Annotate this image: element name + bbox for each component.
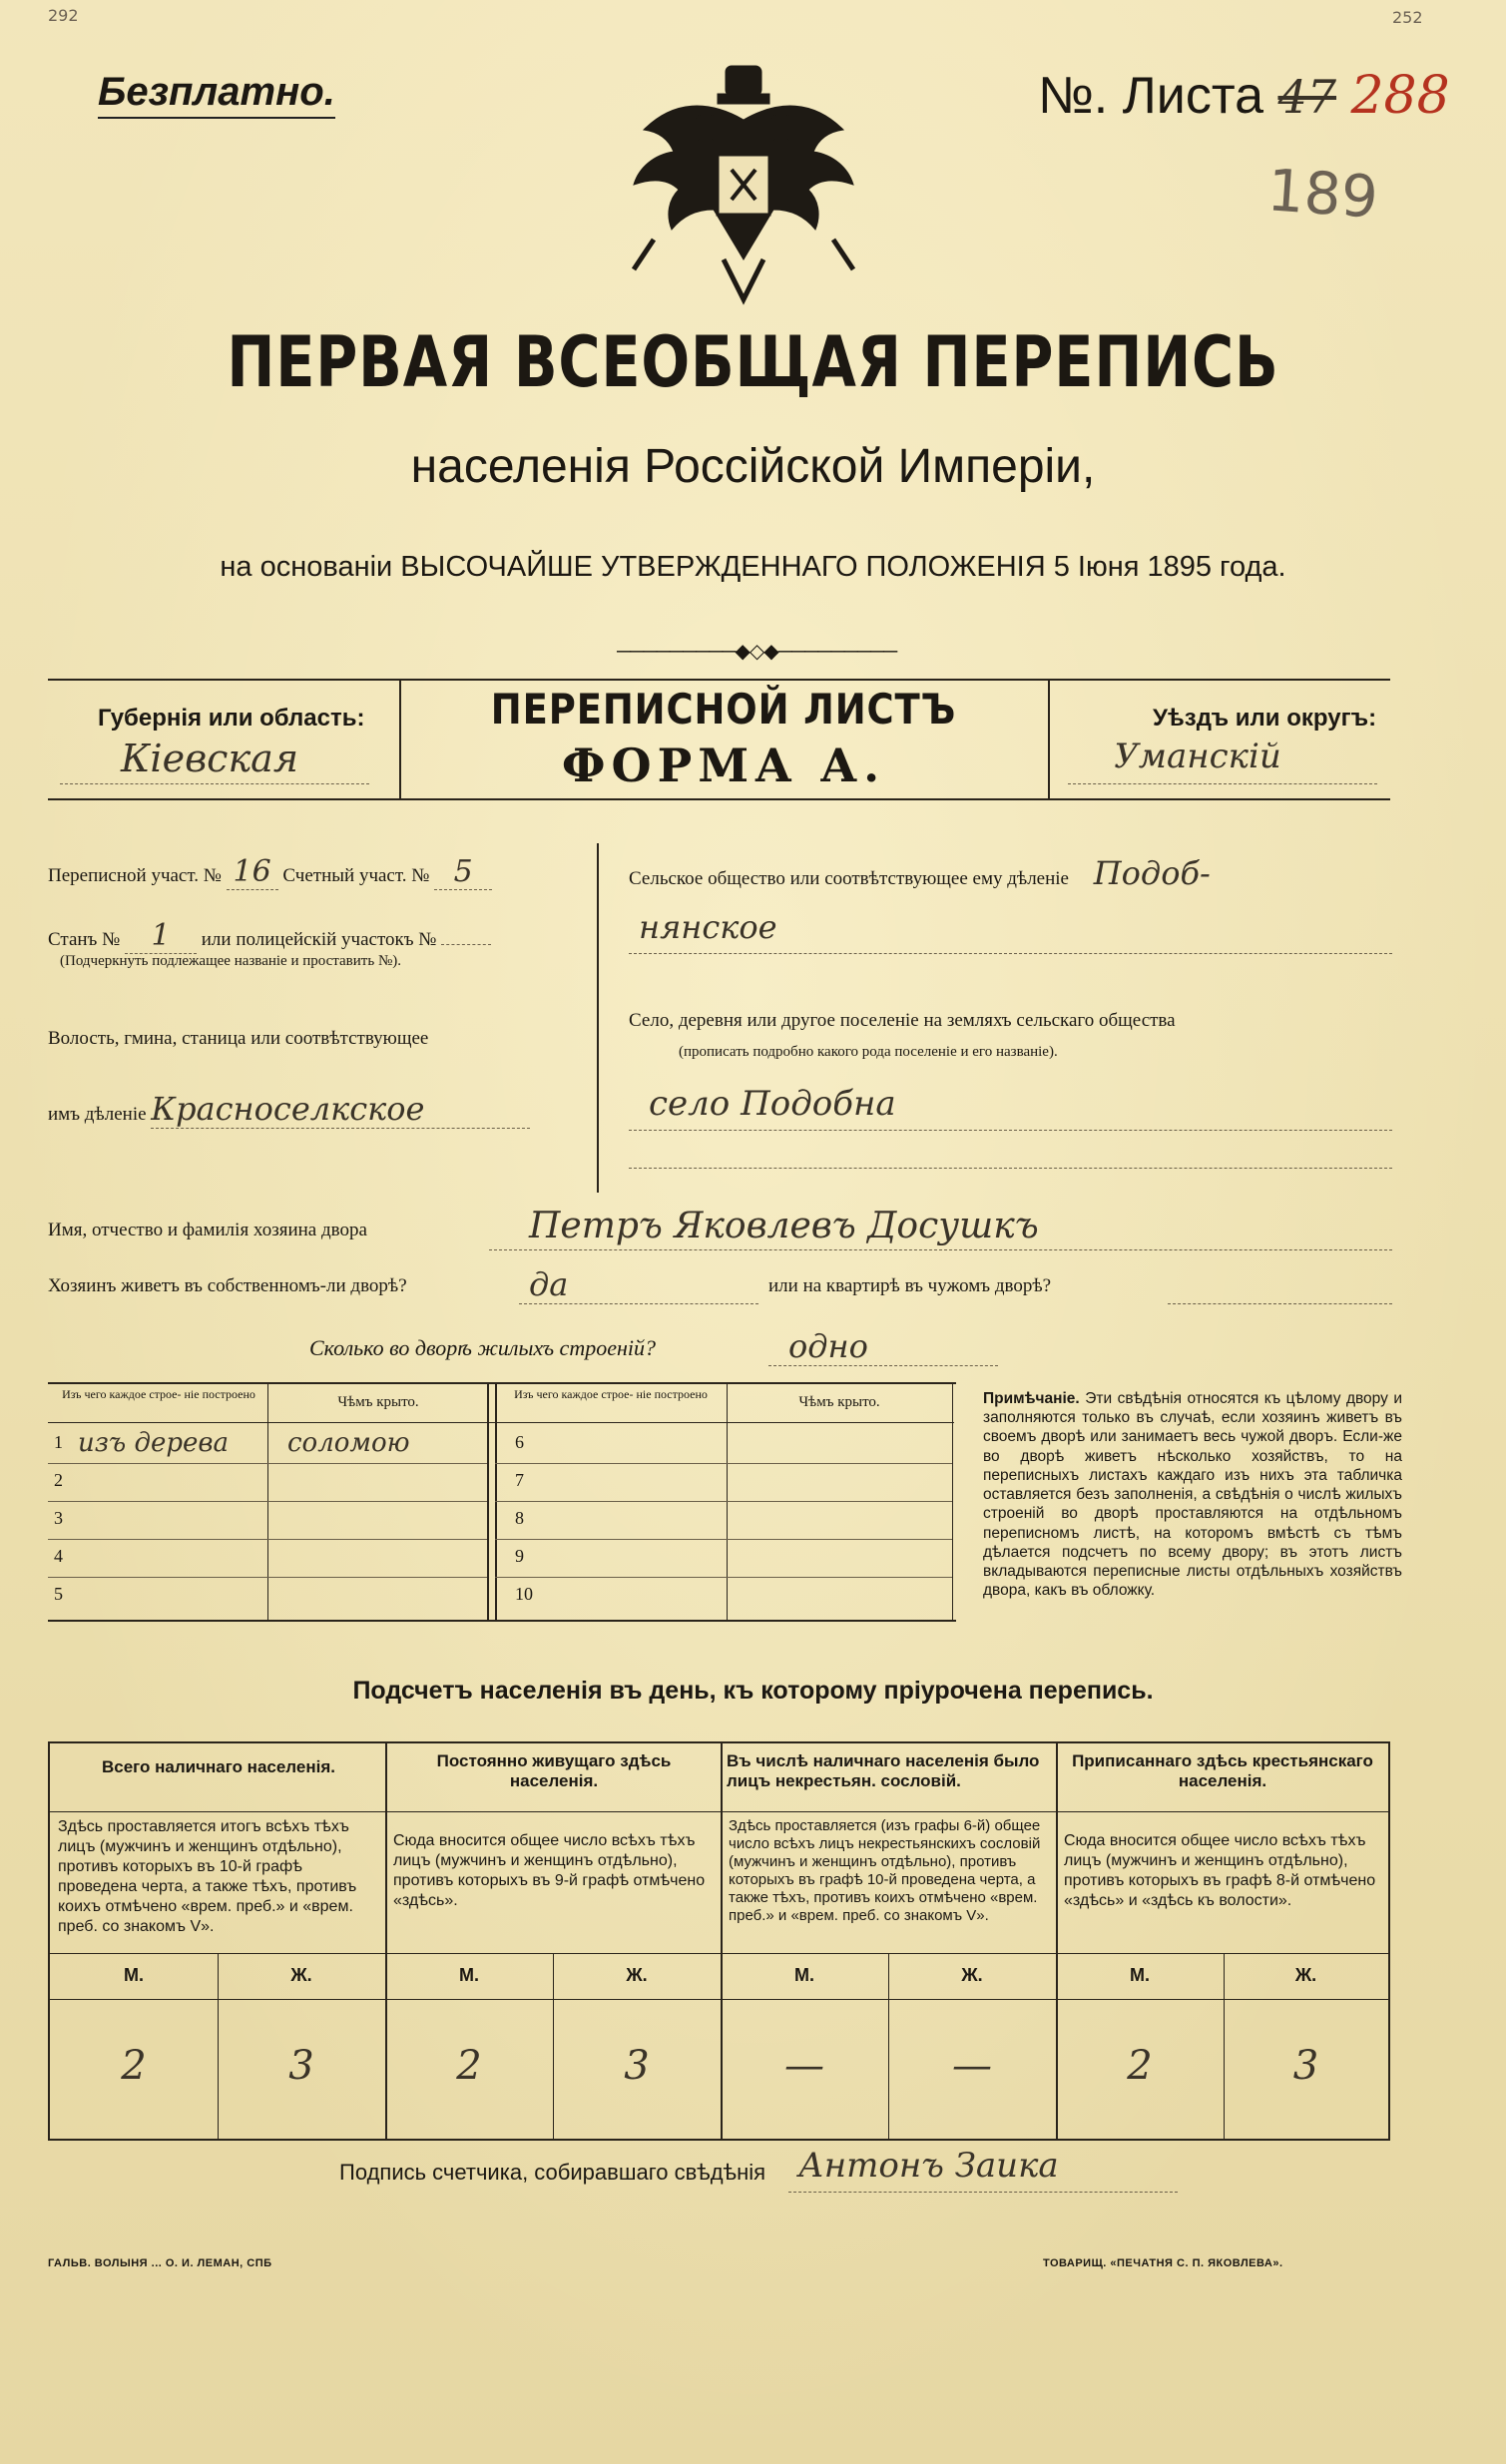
note-block: Примѣчаніе. Эти свѣдѣнія относятся къ цѣлому двору и заполняются только въ случаѣ, если хозяинъ живетъ въ своемъ дворѣ или занимаетъ весь чужой дворъ. Если-же во дворѣ живетъ нѣсколько хозяйствъ, то на переписныхъ листахъ каждаго изъ нихъ эта табличка оставляется безъ заполненія, а свѣдѣнія о числѣ жилыхъ строеній во дворѣ проставляются на отдѣльномъ переписномъ листѣ, на которомъ вмѣстѣ съ тѣмъ дѣлается подсчетъ по всему двору; въ этотъ листъ вкладываются переписные листы отдѣльныхъ хозяйствъ двора, какъ въ обложку.	[983, 1390, 1402, 1600]
district-line	[1068, 783, 1377, 784]
village-label: Село, деревня или другое поселеніе на земляхъ сельскаго общества	[629, 1010, 1176, 1031]
bt-header-rule	[48, 1422, 954, 1423]
census-area-value: 16	[227, 854, 278, 890]
bt-right-rows	[495, 1426, 952, 1616]
table-row: 4	[48, 1540, 487, 1578]
census-area-row: Переписной участ. № 16 Счетный участ. № 5	[48, 854, 492, 890]
tally-col-1-desc: Здѣсь проставляется итогъ всѣхъ тѣхъ лицъ (мужчинъ и женщинъ отдѣльно), противъ которыхъ въ 10-й графѣ проведена черта, а также тѣхъ, противъ коихъ отмѣчено «врем. преб.» и «врем. преб. со знакомъ V».	[58, 1818, 357, 1935]
basis-line: на основаніи ВЫСОЧАЙШЕ УТВЕРЖДЕННАГО ПОЛОЖЕНІЯ 5 Іюня 1895 года.	[220, 551, 1286, 583]
tally-col-3-desc: Здѣсь проставляется (изъ графы 6-й) общее число всѣхъ лицъ некрестьянскихъ сословій (мужчинъ и женщинъ отдѣльно), противъ которыхъ въ графѣ 10-й проведена черта, а также тѣхъ, противъ коихъ отмѣчено «врем. преб.» и «врем. преб. со знакомъ V».	[729, 1817, 1041, 1924]
bt-right-edge	[952, 1384, 953, 1620]
tally-col-2-m: М.	[459, 1965, 479, 1985]
sheet-number-red: 288	[1350, 66, 1450, 126]
sheet-number-crossed: 47	[1277, 70, 1337, 124]
governorate-line	[60, 783, 369, 784]
volost-label-1: Волость, гмина, станица или соотвѣтствующее	[48, 1028, 429, 1049]
bt-col-material-right: Изъ чего каждое строе- ніе построено	[514, 1387, 708, 1401]
table-row: 6	[495, 1426, 952, 1464]
ornament-divider: ─────────◆◇◆─────────	[617, 641, 897, 663]
buildings-value: одно	[788, 1327, 868, 1365]
tally-col-3-m: М.	[794, 1965, 814, 1985]
volost-row: имъ дѣленіе Красноселкское	[48, 1090, 530, 1129]
bt-col-material-left: Изъ чего каждое строе- ніе построено	[62, 1387, 255, 1401]
own-yard-label: Хозяинъ живетъ въ собственномъ-ли дворѣ?	[48, 1275, 407, 1296]
bt-col-roof-right: Чѣмъ крыто.	[798, 1394, 880, 1410]
police-value	[441, 944, 491, 945]
village-note: (прописать подробно какого рода поселеніе и его названіе).	[679, 1044, 1058, 1060]
bt-col-roof-left: Чѣмъ крыто.	[337, 1394, 419, 1410]
buildings-table	[48, 1382, 956, 1622]
tally-col-1-f-value: 3	[288, 2043, 314, 2089]
tally-col-4-f-value: 3	[1292, 2043, 1319, 2089]
sheet-number-pencil: 189	[1264, 156, 1380, 232]
tally-col-1-m-value: 2	[121, 2043, 147, 2089]
form-title: ПЕРЕПИСНОЙ ЛИСТЪ	[490, 685, 957, 734]
tt-header-rule	[50, 1811, 1388, 1812]
tally-table	[48, 1741, 1390, 2141]
table-row: 7	[495, 1464, 952, 1502]
tally-col-4-m: М.	[1130, 1965, 1150, 1985]
tally-col-4-f: Ж.	[1294, 1965, 1317, 1985]
district-label: Уѣздъ или округъ:	[1153, 705, 1377, 732]
tally-col-2-header: Постоянно живущаго здѣсь населенія.	[436, 1751, 672, 1791]
band-bottom-rule	[48, 798, 1390, 800]
subtitle: населенія Россійской Имперіи,	[410, 440, 1096, 493]
tally-col-4-header: Приписаннаго здѣсь крестьянскаго населенія.	[1072, 1751, 1373, 1791]
table-row: 2	[48, 1464, 487, 1502]
tally-title: Подсчетъ населенія въ день, къ которому пріурочена перепись.	[352, 1677, 1154, 1705]
tally-col-2-f: Ж.	[626, 1965, 648, 1985]
volost-value: Красноселкское	[151, 1090, 530, 1129]
tt-mf-rule	[50, 1999, 1388, 2000]
society-line	[629, 953, 1392, 954]
buildings-line	[768, 1365, 998, 1366]
tally-col-1-f: Ж.	[290, 1965, 312, 1985]
double-headed-eagle-emblem	[614, 60, 873, 309]
rented-label: или на квартирѣ въ чужомъ дворѣ?	[768, 1275, 1052, 1296]
society-value-2: нянское	[639, 908, 777, 946]
bt-mid	[487, 1384, 489, 1620]
tally-col-1-m: М.	[124, 1965, 144, 1985]
pencil-mark-right: 252	[1392, 8, 1423, 27]
society-value-1: Подоб-	[1093, 854, 1211, 892]
tally-col-3-m-value: —	[784, 2043, 824, 2089]
pencil-mark-left: 292	[48, 6, 79, 25]
tally-col-2-f-value: 3	[624, 2043, 650, 2089]
owner-name-line	[489, 1249, 1392, 1250]
village-line	[629, 1130, 1392, 1131]
sheet-number: №. Листа 47 288	[1038, 66, 1450, 126]
free-underline	[98, 117, 335, 119]
printer-right: ТОВАРИЩ. «ПЕЧАТНЯ С. П. ЯКОВЛЕВА».	[1043, 2257, 1283, 2269]
stan-note: (Подчеркнуть подлежащее названіе и проставить №).	[60, 953, 401, 969]
band-divider-right	[1048, 679, 1050, 800]
rented-line	[1168, 1303, 1392, 1304]
own-yard-line	[519, 1303, 758, 1304]
tally-col-4-desc: Сюда вносится общее число всѣхъ тѣхъ лицъ (мужчинъ и женщинъ отдѣльно), противъ которыхъ въ графѣ 8-й отмѣчено «здѣсь» и «здѣсь къ волости».	[1064, 1832, 1376, 1909]
table-row: 9	[495, 1540, 952, 1578]
stan-value: 1	[125, 918, 197, 954]
district-value: Уманскій	[1114, 737, 1281, 776]
stan-row: Станъ № 1 или полицейскій участокъ №	[48, 918, 491, 954]
tally-col-3-f: Ж.	[961, 1965, 983, 1985]
signature-line	[788, 2192, 1178, 2193]
tally-col-2-desc: Сюда вносится общее число всѣхъ тѣхъ лицъ (мужчинъ и женщинъ отдѣльно), противъ которыхъ въ 9-й графѣ отмѣчено «здѣсь».	[393, 1832, 706, 1909]
tally-col-3-header: Въ числѣ наличнаго населенія было лицъ некрестьян. сословій.	[727, 1751, 1040, 1791]
tt-desc-rule	[50, 1953, 1388, 1954]
governorate-label: Губернія или область:	[98, 705, 365, 732]
counting-area-value: 5	[434, 854, 492, 890]
main-title: ПЕРВАЯ ВСЕОБЩАЯ ПЕРЕПИСЬ	[227, 321, 1279, 403]
free-label: Безплатно.	[98, 70, 335, 119]
band-top-rule	[48, 679, 1390, 681]
printer-left: ГАЛЬВ. ВОЛЫНЯ ... О. И. ЛЕМАН, СПБ	[48, 2257, 272, 2269]
signature-value: Антонъ Заика	[798, 2146, 1059, 2186]
signature-row: Подпись счетчика, собиравшаго свѣдѣнія	[339, 2160, 766, 2185]
owner-name-value: Петръ Яковлевъ Досушкъ	[529, 1206, 1039, 1246]
own-yard-value: да	[529, 1265, 569, 1303]
governorate-value: Кіевская	[121, 737, 298, 780]
bt-left-rows	[48, 1426, 487, 1616]
table-row: 10	[515, 1584, 533, 1604]
form-name: ФОРМА А.	[561, 739, 886, 792]
table-row: 1 изъ дерева соломою	[48, 1426, 487, 1464]
village-value: село Подобна	[649, 1084, 896, 1124]
tally-col-4-m-value: 2	[1127, 2043, 1153, 2089]
tally-col-2-m-value: 2	[456, 2043, 482, 2089]
table-row: 5	[54, 1584, 63, 1604]
table-row: 8	[495, 1502, 952, 1540]
society-row: Сельское общество или соотвѣтствующее ему дѣленіе Подоб-	[629, 854, 1211, 892]
table-row: 3	[48, 1502, 487, 1540]
fields-divider	[597, 843, 599, 1193]
buildings-label: Сколько во дворѣ жилыхъ строеній?	[309, 1335, 656, 1360]
owner-name-label: Имя, отчество и фамилія хозяина двора	[48, 1220, 367, 1240]
village-line-2	[629, 1168, 1392, 1169]
tally-col-3-f-value: —	[952, 2043, 992, 2089]
tally-col-1-header: Всего наличнаго населенія.	[102, 1757, 335, 1776]
